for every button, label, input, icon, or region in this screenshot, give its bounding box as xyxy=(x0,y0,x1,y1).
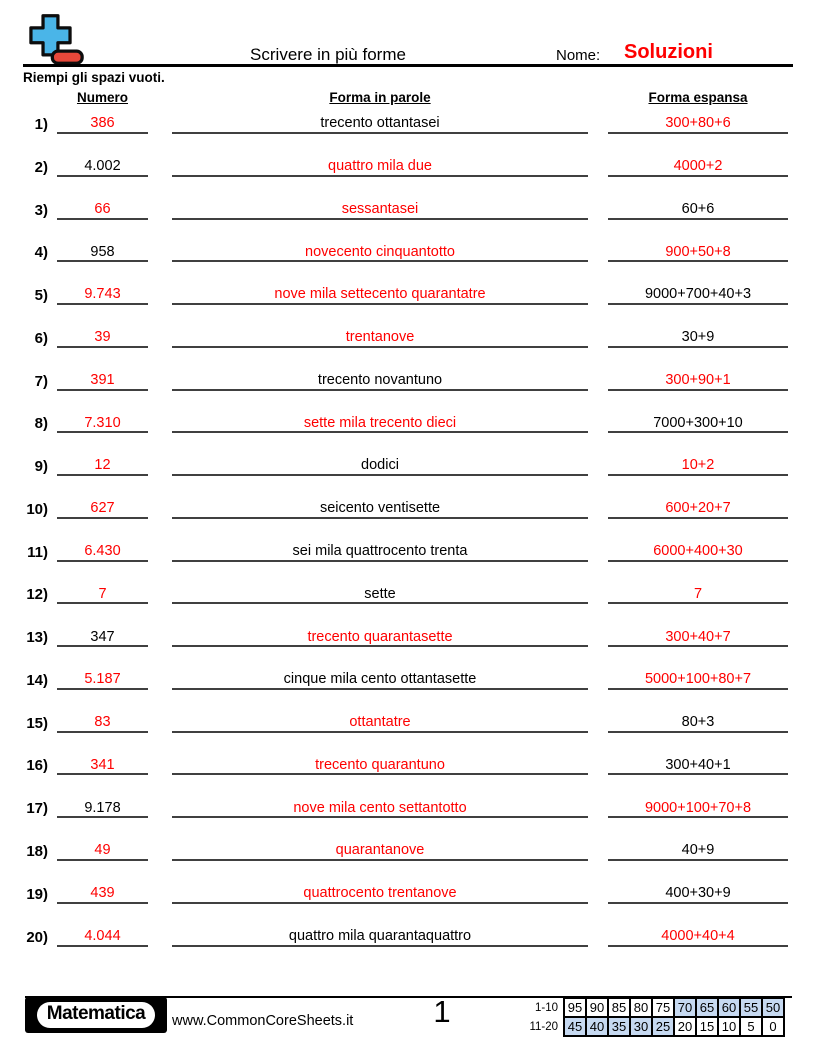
score-cell: 35 xyxy=(608,1017,630,1036)
espansa-value: 9000+700+40+3 xyxy=(644,286,752,303)
parole-blank xyxy=(172,328,588,348)
score-cell: 20 xyxy=(674,1017,696,1036)
parole-value: quattro mila quarantaquattro xyxy=(288,927,472,944)
espansa-value: 900+50+8 xyxy=(665,243,731,260)
score-row xyxy=(522,1017,784,1036)
espansa-blank xyxy=(608,242,788,262)
parole-blank xyxy=(172,798,588,818)
question-number: 7) xyxy=(34,372,48,390)
score-table-body xyxy=(522,998,784,1036)
parole-blank xyxy=(172,456,588,476)
parole-blank xyxy=(172,413,588,433)
parole-blank xyxy=(172,713,588,733)
question-number: 17) xyxy=(26,800,48,818)
parole-blank xyxy=(172,627,588,647)
espansa-value: 400+30+9 xyxy=(665,885,731,902)
parole-value: quarantanove xyxy=(335,842,425,859)
espansa-value: 40+9 xyxy=(681,842,715,859)
name-value: Soluzioni xyxy=(624,41,713,63)
brand-name: Matematica xyxy=(37,1002,156,1028)
minus-icon xyxy=(52,51,82,63)
espansa-blank xyxy=(608,413,788,433)
worksheet-row xyxy=(0,198,816,241)
parole-value: novecento cinquantotto xyxy=(305,243,455,260)
espansa-blank xyxy=(608,328,788,348)
espansa-blank xyxy=(608,285,788,305)
espansa-blank xyxy=(608,157,788,177)
parole-value: trecento quarantuno xyxy=(315,756,445,773)
espansa-blank xyxy=(608,499,788,519)
score-cell: 10 xyxy=(718,1017,740,1036)
numero-value: 66 xyxy=(94,200,111,217)
question-number: 5) xyxy=(34,287,48,305)
website-url: www.CommonCoreSheets.it xyxy=(172,1013,354,1029)
score-cell: 70 xyxy=(674,998,696,1017)
numero-value: 9.743 xyxy=(84,286,121,303)
espansa-value: 30+9 xyxy=(681,329,715,346)
numero-value: 439 xyxy=(90,885,115,902)
parole-blank xyxy=(172,242,588,262)
numero-blank xyxy=(57,242,148,262)
espansa-blank xyxy=(608,456,788,476)
worksheet-row xyxy=(0,112,816,155)
numero-blank xyxy=(57,627,148,647)
worksheet-row xyxy=(0,668,816,711)
numero-blank xyxy=(57,328,148,348)
numero-blank xyxy=(57,413,148,433)
numero-value: 627 xyxy=(90,500,115,517)
parole-value: seicento ventisette xyxy=(319,500,441,517)
espansa-value: 60+6 xyxy=(681,200,715,217)
worksheet-row xyxy=(0,454,816,497)
score-row xyxy=(522,998,784,1017)
question-number: 16) xyxy=(26,757,48,775)
espansa-blank xyxy=(608,114,788,134)
question-number: 8) xyxy=(34,415,48,433)
espansa-value: 5000+100+80+7 xyxy=(644,671,752,688)
question-number: 10) xyxy=(26,500,48,518)
worksheet-row xyxy=(0,497,816,540)
question-number: 9) xyxy=(34,458,48,476)
parole-value: sette xyxy=(364,585,396,602)
espansa-value: 7 xyxy=(693,585,703,602)
espansa-value: 300+80+6 xyxy=(665,115,731,132)
numero-blank xyxy=(57,841,148,861)
question-number: 20) xyxy=(26,928,48,946)
numero-value: 5.187 xyxy=(84,671,121,688)
numero-blank xyxy=(57,114,148,134)
espansa-value: 10+2 xyxy=(681,457,715,474)
parole-value: sei mila quattrocento trenta xyxy=(292,542,468,559)
espansa-blank xyxy=(608,584,788,604)
espansa-blank xyxy=(608,542,788,562)
numero-value: 39 xyxy=(94,329,111,346)
worksheet-rows xyxy=(0,112,816,967)
score-cell: 80 xyxy=(630,998,652,1017)
question-number: 19) xyxy=(26,885,48,903)
question-number: 12) xyxy=(26,586,48,604)
espansa-blank xyxy=(608,755,788,775)
numero-blank xyxy=(57,157,148,177)
worksheet-row xyxy=(0,796,816,839)
score-cell: 85 xyxy=(608,998,630,1017)
score-cell: 90 xyxy=(586,998,608,1017)
parole-blank xyxy=(172,927,588,947)
worksheet-row xyxy=(0,283,816,326)
score-cell: 40 xyxy=(586,1017,608,1036)
worksheet-row xyxy=(0,326,816,369)
parole-blank xyxy=(172,884,588,904)
espansa-value: 6000+400+30 xyxy=(653,542,743,559)
numero-blank xyxy=(57,542,148,562)
parole-value: quattro mila due xyxy=(328,158,432,175)
espansa-value: 300+40+1 xyxy=(665,756,731,773)
column-header-espansa: Forma espansa xyxy=(648,90,748,105)
score-cell: 0 xyxy=(762,1017,784,1036)
numero-blank xyxy=(57,200,148,220)
parole-value: trecento quarantasette xyxy=(307,628,453,645)
worksheet-row xyxy=(0,582,816,625)
score-cell: 65 xyxy=(696,998,718,1017)
parole-value: dodici xyxy=(361,457,399,474)
numero-value: 7.310 xyxy=(84,414,121,431)
numero-value: 391 xyxy=(90,371,115,388)
parole-blank xyxy=(172,157,588,177)
worksheet-row xyxy=(0,839,816,882)
numero-blank xyxy=(57,499,148,519)
parole-value: nove mila cento settantotto xyxy=(293,799,467,816)
worksheet-row xyxy=(0,240,816,283)
score-cell: 25 xyxy=(652,1017,674,1036)
parole-blank xyxy=(172,371,588,391)
parole-blank xyxy=(172,841,588,861)
score-cell: 45 xyxy=(564,1017,586,1036)
plus-icon xyxy=(31,16,70,55)
worksheet-row xyxy=(0,369,816,412)
numero-blank xyxy=(57,884,148,904)
parole-value: trecento novantuno xyxy=(317,371,443,388)
numero-value: 6.430 xyxy=(84,542,121,559)
parole-value: sette mila trecento dieci xyxy=(303,414,457,431)
score-cell: 50 xyxy=(762,998,784,1017)
espansa-blank xyxy=(608,713,788,733)
question-number: 11) xyxy=(27,543,48,561)
numero-value: 386 xyxy=(90,115,115,132)
question-number: 14) xyxy=(26,671,48,689)
score-cell: 95 xyxy=(564,998,586,1017)
espansa-value: 300+40+7 xyxy=(665,628,731,645)
column-header-numero: Numero xyxy=(76,90,128,105)
question-number: 6) xyxy=(34,329,48,347)
instructions: Riempi gli spazi vuoti. xyxy=(23,70,165,85)
page-title: Scrivere in più forme xyxy=(250,45,406,64)
parole-blank xyxy=(172,670,588,690)
question-number: 18) xyxy=(26,843,48,861)
parole-value: nove mila settecento quarantatre xyxy=(274,286,486,303)
espansa-blank xyxy=(608,927,788,947)
worksheet-row xyxy=(0,925,816,968)
espansa-value: 9000+100+70+8 xyxy=(644,799,752,816)
espansa-blank xyxy=(608,627,788,647)
numero-blank xyxy=(57,371,148,391)
numero-value: 7 xyxy=(98,585,107,602)
commoncoresheets-logo xyxy=(24,13,90,67)
parole-blank xyxy=(172,755,588,775)
worksheet-row xyxy=(0,625,816,668)
column-header-parole: Forma in parole xyxy=(329,90,431,105)
espansa-blank xyxy=(608,670,788,690)
parole-blank xyxy=(172,114,588,134)
parole-value: quattrocento trentanove xyxy=(303,885,457,902)
parole-value: trecento ottantasei xyxy=(320,115,440,132)
worksheet-row xyxy=(0,540,816,583)
question-number: 15) xyxy=(26,714,48,732)
parole-blank xyxy=(172,200,588,220)
numero-blank xyxy=(57,285,148,305)
parole-value: ottantatre xyxy=(349,714,411,731)
numero-blank xyxy=(57,927,148,947)
numero-value: 9.178 xyxy=(84,799,121,816)
numero-blank xyxy=(57,755,148,775)
espansa-value: 4000+40+4 xyxy=(661,927,735,944)
worksheet-row xyxy=(0,711,816,754)
worksheet-row xyxy=(0,411,816,454)
worksheet-row xyxy=(0,753,816,796)
parole-blank xyxy=(172,499,588,519)
espansa-value: 7000+300+10 xyxy=(653,414,743,431)
score-cell: 30 xyxy=(630,1017,652,1036)
numero-value: 341 xyxy=(90,756,115,773)
parole-blank xyxy=(172,584,588,604)
score-cell: 55 xyxy=(740,998,762,1017)
espansa-blank xyxy=(608,200,788,220)
espansa-blank xyxy=(608,841,788,861)
parole-blank xyxy=(172,542,588,562)
score-range-label: 11-20 xyxy=(529,1020,558,1033)
parole-value: trentanove xyxy=(345,329,415,346)
espansa-value: 600+20+7 xyxy=(665,500,731,517)
numero-value: 958 xyxy=(90,243,115,260)
name-label: Nome: xyxy=(556,47,601,64)
score-cell: 5 xyxy=(740,1017,762,1036)
page-number: 1 xyxy=(433,994,451,1029)
question-number: 4) xyxy=(34,244,48,262)
numero-value: 83 xyxy=(94,714,111,731)
numero-blank xyxy=(57,798,148,818)
numero-value: 4.044 xyxy=(84,927,121,944)
score-cell: 60 xyxy=(718,998,740,1017)
espansa-value: 300+90+1 xyxy=(665,371,731,388)
espansa-value: 80+3 xyxy=(681,714,715,731)
score-range-label: 1-10 xyxy=(534,1001,558,1014)
score-cell: 15 xyxy=(696,1017,718,1036)
question-number: 2) xyxy=(34,158,48,176)
parole-value: sessantasei xyxy=(341,200,419,217)
numero-value: 12 xyxy=(94,457,111,474)
question-number: 1) xyxy=(34,116,48,133)
numero-value: 49 xyxy=(94,842,111,859)
numero-blank xyxy=(57,584,148,604)
score-cell: 75 xyxy=(652,998,674,1017)
question-number: 3) xyxy=(34,201,48,219)
worksheet-row xyxy=(0,155,816,198)
parole-value: cinque mila cento ottantasette xyxy=(283,671,477,688)
question-number: 13) xyxy=(26,629,48,647)
espansa-blank xyxy=(608,884,788,904)
worksheet-row xyxy=(0,882,816,925)
numero-value: 347 xyxy=(90,628,115,645)
numero-blank xyxy=(57,670,148,690)
parole-blank xyxy=(172,285,588,305)
numero-value: 4.002 xyxy=(84,158,121,175)
espansa-value: 4000+2 xyxy=(673,158,723,175)
espansa-blank xyxy=(608,371,788,391)
espansa-blank xyxy=(608,798,788,818)
brand-badge xyxy=(25,997,167,1033)
header-divider xyxy=(23,64,793,67)
numero-blank xyxy=(57,456,148,476)
numero-blank xyxy=(57,713,148,733)
score-table xyxy=(522,997,785,1037)
